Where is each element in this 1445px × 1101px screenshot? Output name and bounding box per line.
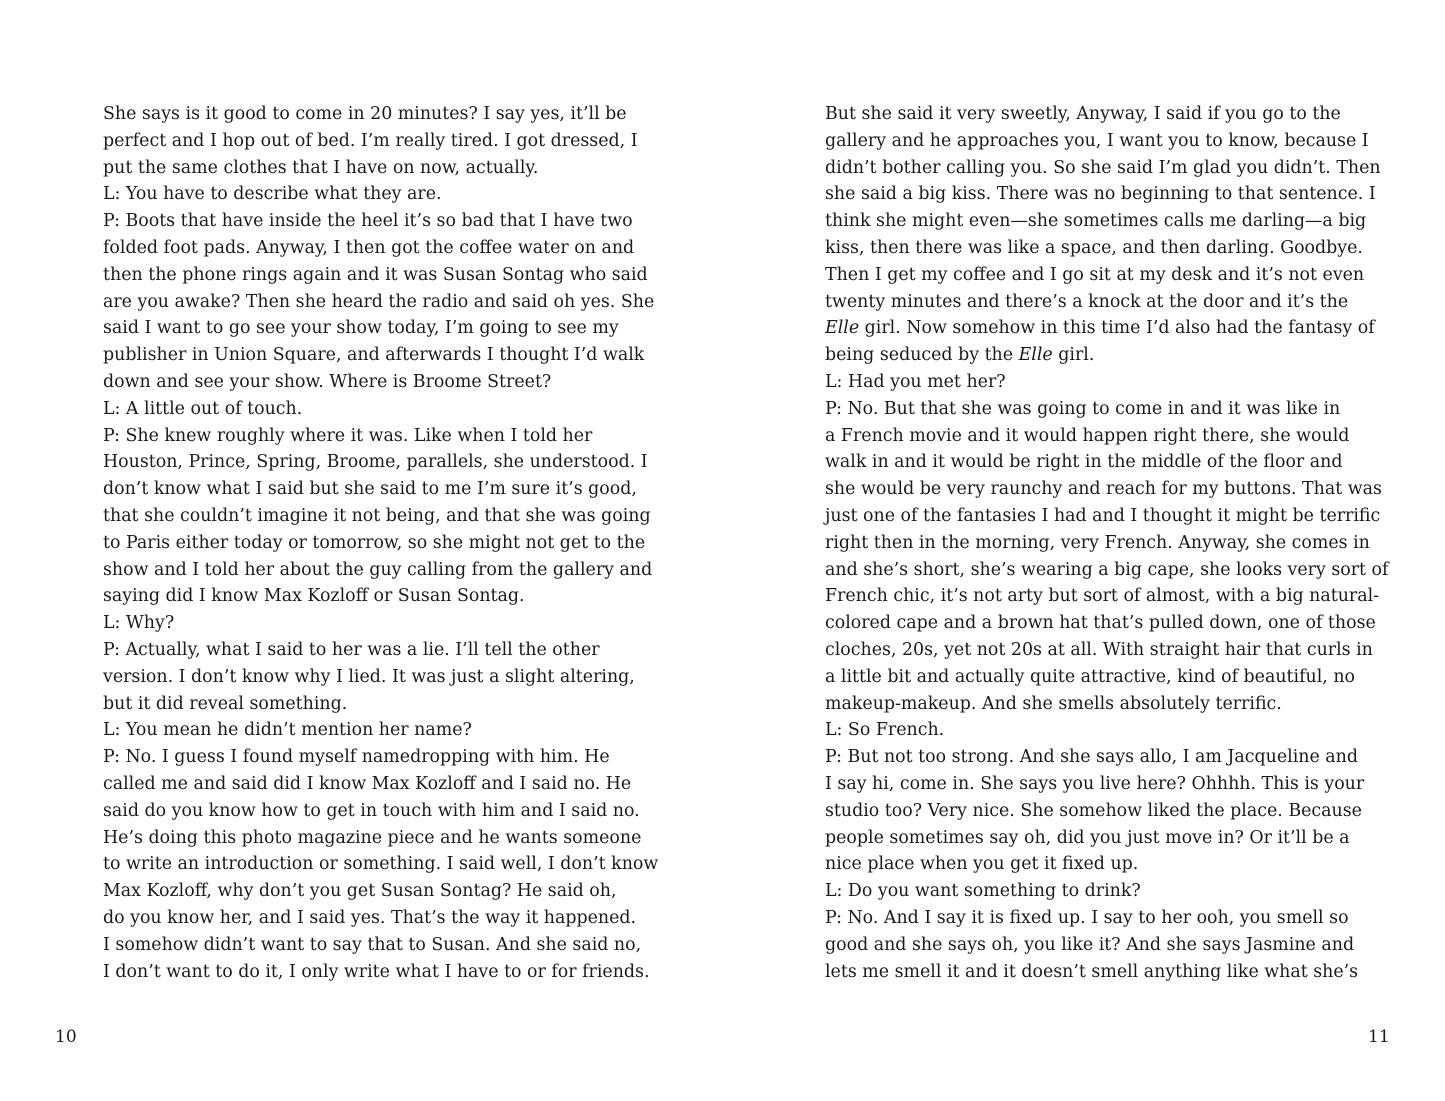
text-line: do you know her, and I said yes. That’s the way it happened.	[103, 907, 637, 928]
text-line: are you awake? Then she heard the radio and said oh yes. She	[103, 291, 655, 312]
text-line: nice place when you get it fixed up.	[825, 854, 1139, 875]
text-line-italic-inline	[825, 342, 1365, 369]
text-line: to write an introduction or something. I said well, I don’t know	[103, 854, 659, 875]
text-line: studio too? Very nice. She somehow liked the place. Because	[825, 800, 1362, 821]
text-line: gallery and he approaches you, I want you to know, because I	[825, 130, 1369, 151]
right-page-text	[825, 101, 1389, 985]
text-line: good and she says oh, you like it? And she says Jasmine and	[825, 934, 1355, 955]
text-line: a little bit and actually quite attractive, kind of beautiful, no	[825, 666, 1356, 687]
text-line: to Paris either today or tomorrow, so she might not get to the	[103, 532, 646, 553]
text-line: perfect and I hop out of bed. I’m really tired. I got dressed, I	[103, 130, 638, 151]
text-line: that she couldn’t imagine it not being, and that she was going	[103, 505, 651, 526]
text-line: But she said it very sweetly, Anyway, I said if you go to the	[825, 104, 1341, 124]
text-line: and she’s short, she’s wearing a big cape, she looks very sort of	[825, 559, 1389, 580]
text-line: I say hi, come in. She says you live here? Ohhhh. This is your	[825, 773, 1365, 794]
text-line: saying did I know Max Kozloff or Susan Sontag.	[103, 586, 525, 607]
text-line: Houston, Prince, Spring, Broome, parallels, she understood. I	[103, 452, 648, 473]
text-line: said do you know how to get in touch with him and I said no.	[103, 800, 640, 821]
left-page	[0, 0, 722, 1101]
line-before: being seduced by the	[825, 345, 1019, 366]
text-line: P: But not too strong. And she says allo, I am Jacqueline and	[825, 747, 1358, 768]
text-line: Then I get my coffee and I go sit at my desk and it’s not even	[825, 264, 1365, 285]
text-line: kiss, then there was like a space, and then darling. Goodbye.	[825, 237, 1363, 258]
text-line: version. I don’t know why I lied. It was just a slight altering,	[103, 666, 635, 687]
text-line: French chic, it’s not arty but sort of almost, with a big natural-	[825, 586, 1380, 607]
line-rest: girl. Now somehow in this time I’d also had the fantasy of	[859, 318, 1375, 339]
text-line: L: You mean he didn’t mention her name?	[103, 720, 472, 741]
text-line: a French movie and it would happen right there, she would	[825, 425, 1350, 446]
text-line: cloches, 20s, yet not 20s at all. With straight hair that curls in	[825, 639, 1373, 660]
text-line: twenty minutes and there’s a knock at the door and it’s the	[825, 291, 1349, 312]
text-line: show and I told her about the guy calling from the gallery and	[103, 559, 653, 580]
text-line: L: Had you met her?	[825, 371, 1006, 392]
text-line: Max Kozloff, why don’t you get Susan Sontag? He said oh,	[103, 881, 617, 902]
text-line: I somehow didn’t want to say that to Susan. And she said no,	[103, 934, 642, 955]
text-line: publisher in Union Square, and afterwards I thought I’d walk	[103, 345, 645, 366]
text-line: people sometimes say oh, did you just move in? Or it’ll be a	[825, 827, 1350, 848]
text-line: L: A little out of touch.	[103, 398, 303, 419]
text-line: put the same clothes that I have on now, actually.	[103, 157, 539, 178]
italic-title: Elle	[1018, 345, 1053, 366]
text-line: folded foot pads. Anyway, I then got the coffee water on and	[103, 237, 635, 258]
text-line: said I want to go see your show today, I’m going to see my	[103, 318, 619, 339]
text-line: lets me smell it and it doesn’t smell anything like what she’s	[825, 961, 1359, 982]
text-line: right then in the morning, very French. Anyway, she comes in	[825, 532, 1370, 553]
line-after: girl.	[1052, 345, 1095, 366]
text-line: P: No. I guess I found myself namedropping with him. He	[103, 747, 610, 768]
page-number-right: 11	[1368, 1027, 1390, 1047]
text-line: called me and said did I know Max Kozloff and I said no. He	[103, 773, 632, 794]
text-line: L: You have to describe what they are.	[103, 184, 442, 205]
text-line: I don’t want to do it, I only write what I have to or for friends.	[103, 961, 650, 982]
text-line: walk in and it would be right in the middle of the floor and	[825, 452, 1343, 473]
text-line: P: Actually, what I said to her was a lie. I’ll tell the other	[103, 639, 600, 660]
left-page-text	[103, 101, 659, 985]
text-line-italic-start	[825, 315, 1375, 342]
text-line: but it did reveal something.	[103, 693, 348, 714]
text-line: P: Boots that have inside the heel it’s so bad that I have two	[103, 211, 633, 232]
text-line: P: No. But that she was going to come in and it was like in	[825, 398, 1341, 419]
text-line: L: So French.	[825, 720, 945, 741]
text-line: L: Do you want something to drink?	[825, 881, 1141, 902]
text-line: down and see your show. Where is Broome Street?	[103, 371, 552, 392]
text-line: colored cape and a brown hat that’s pulled down, one of those	[825, 613, 1376, 634]
text-line: He’s doing this photo magazine piece and he wants someone	[103, 827, 642, 848]
text-line: P: No. And I say it is fixed up. I say to her ooh, you smell so	[825, 907, 1349, 928]
text-line: don’t know what I said but she said to me I’m sure it’s good,	[103, 479, 637, 500]
text-line: didn’t bother calling you. So she said I’m glad you didn’t. Then	[825, 157, 1381, 178]
text-line: she said a big kiss. There was no beginning to that sentence. I	[825, 184, 1376, 205]
text-line: L: Why?	[103, 613, 175, 634]
text-line: makeup-makeup. And she smells absolutely terrific.	[825, 693, 1282, 714]
text-line: she would be very raunchy and reach for my buttons. That was	[825, 479, 1382, 500]
text-line: think she might even—she sometimes calls me darling—a big	[825, 211, 1367, 232]
page-number-left: 10	[55, 1027, 77, 1047]
text-line: P: She knew roughly where it was. Like when I told her	[103, 425, 593, 446]
italic-title: Elle	[825, 318, 860, 339]
right-page	[722, 0, 1445, 1101]
text-line: just one of the fantasies I had and I thought it might be terrific	[825, 505, 1381, 526]
text-line: She says is it good to come in 20 minutes? I say yes, it’ll be	[103, 104, 627, 124]
text-line: then the phone rings again and it was Susan Sontag who said	[103, 264, 648, 285]
